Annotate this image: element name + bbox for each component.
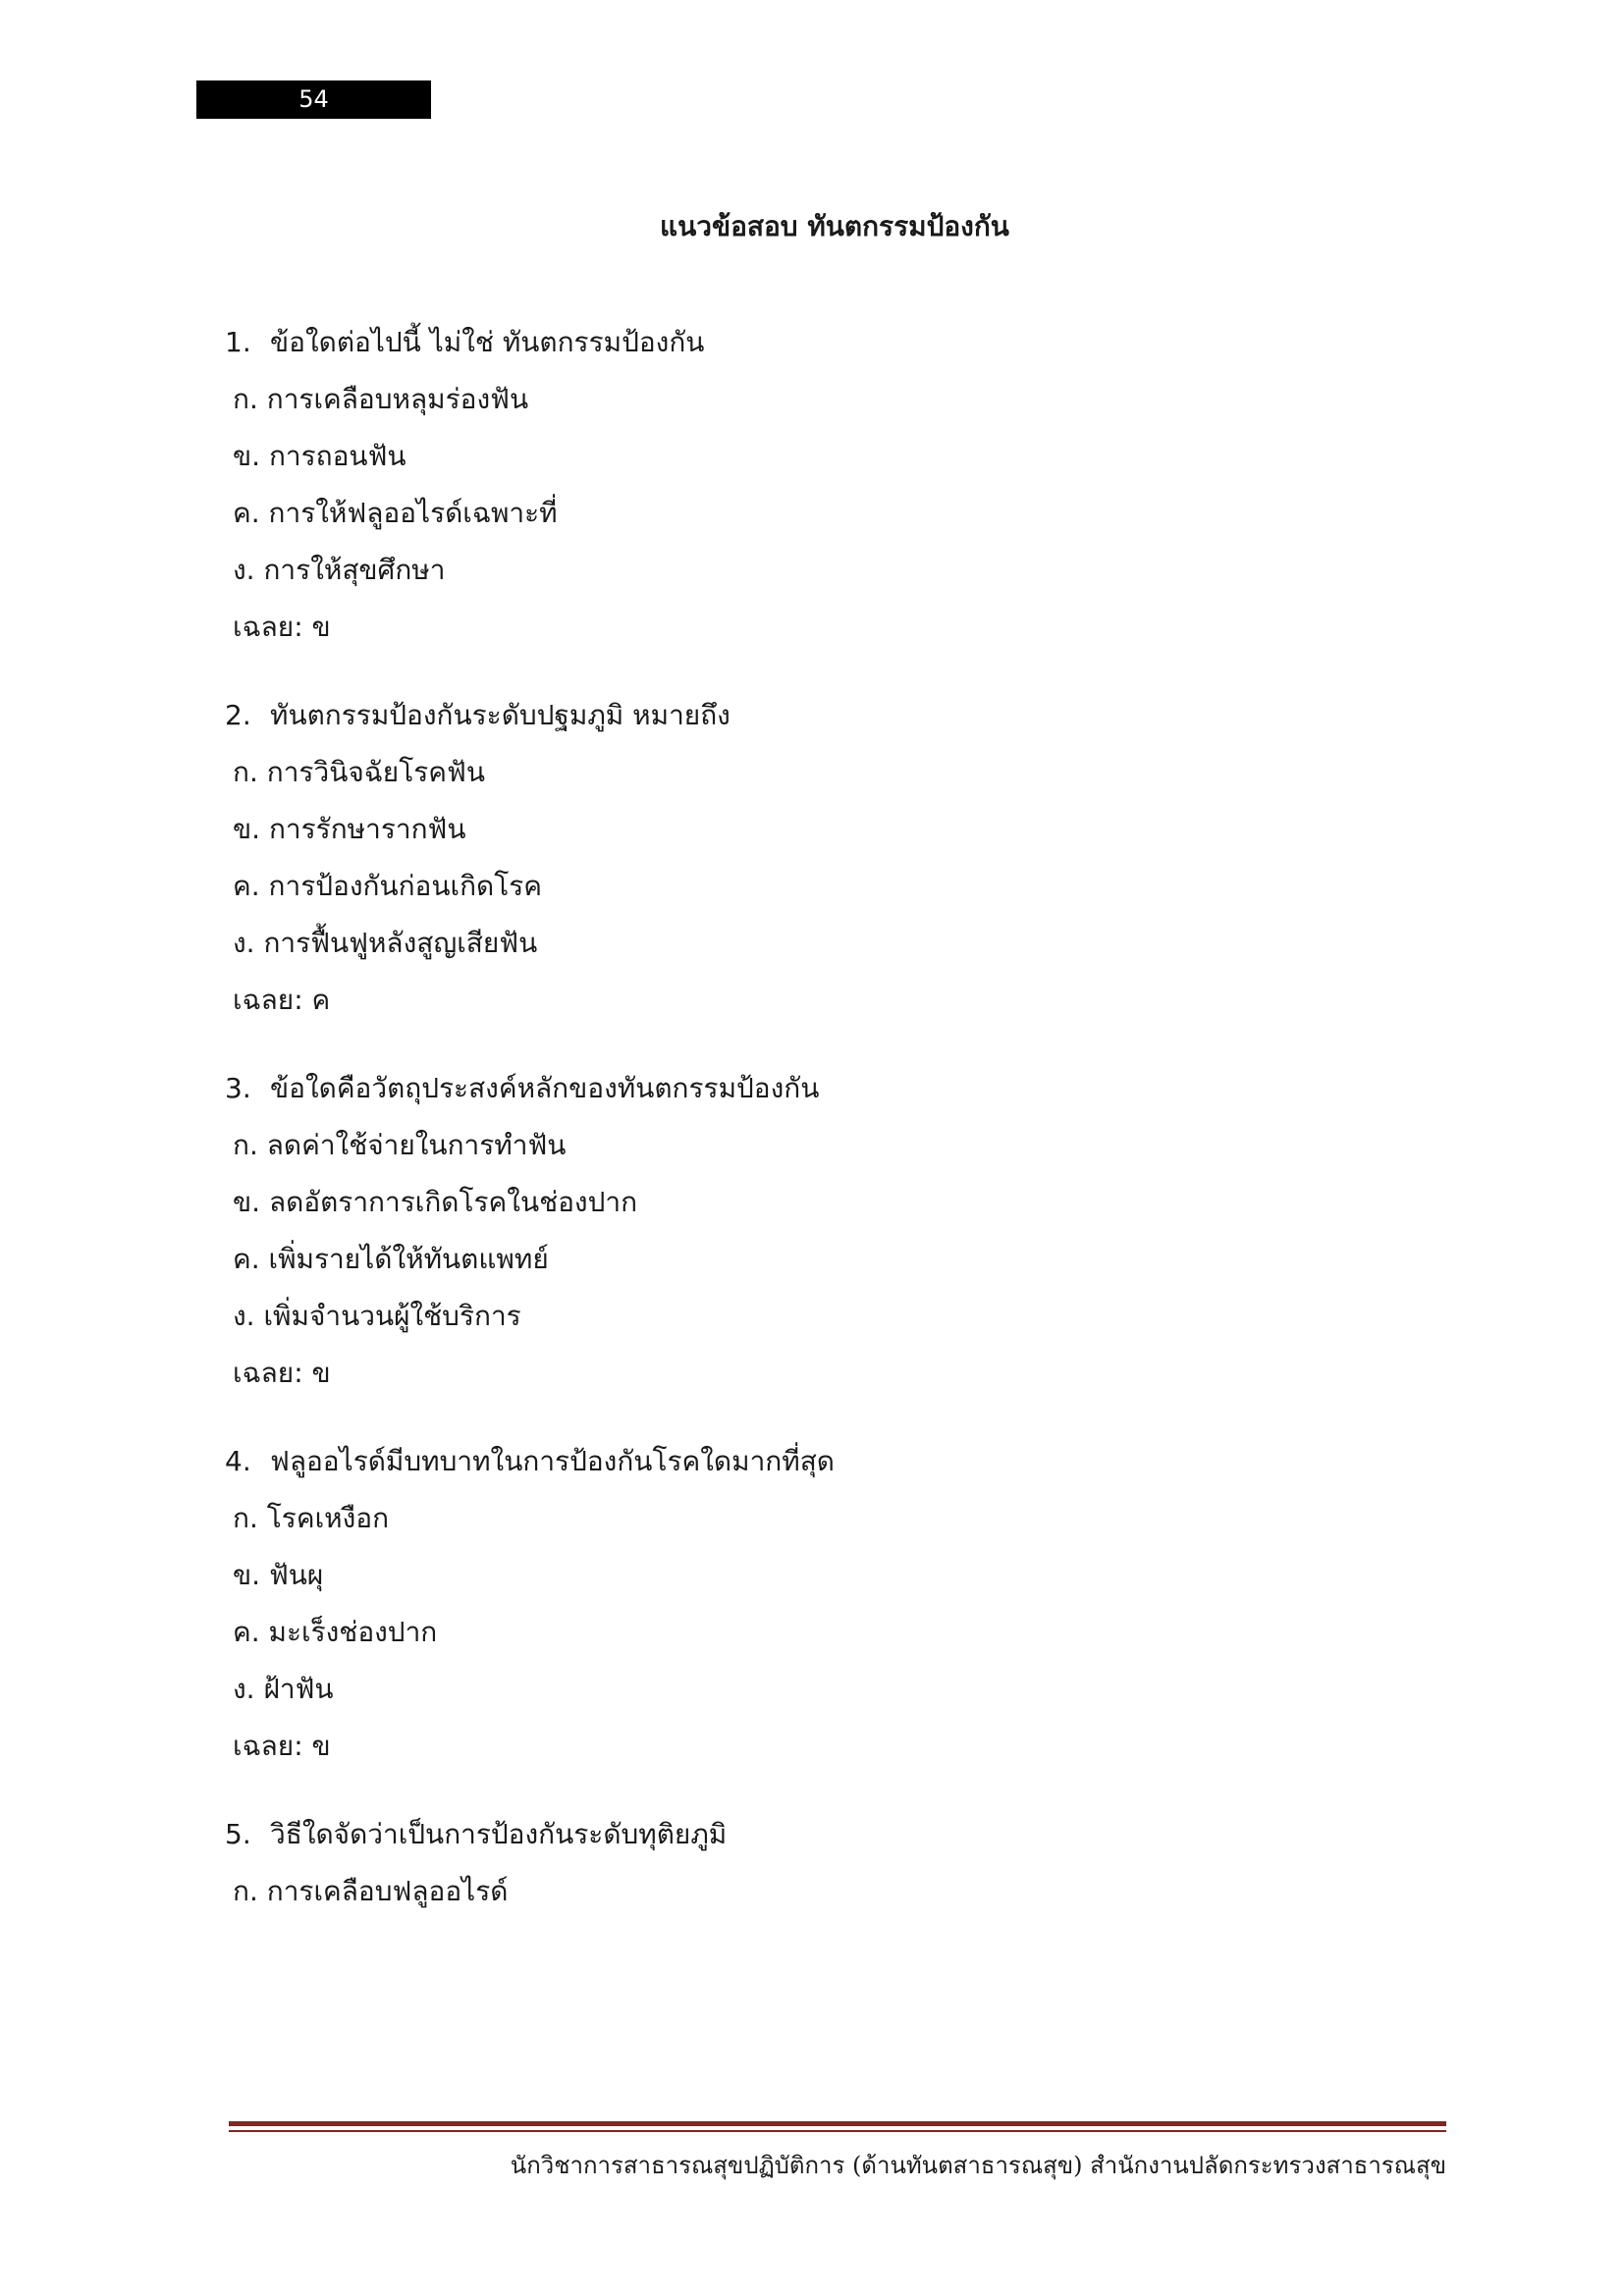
question-stem — [225, 1060, 1452, 1117]
question-number: 2. — [225, 699, 251, 731]
answer-key: เฉลย: ข — [233, 611, 331, 643]
option-d: ง. การฟื้นฟูหลังสูญเสียฟัน — [233, 927, 538, 959]
option-a: ก. การเคลือบหลุมร่องฟัน — [233, 383, 529, 415]
footer-caption: นักวิชาการสาธารณสุขปฏิบัติการ (ด้านทันตสาธารณสุข) สำนักงานปลัดกระทรวงสาธารณสุข — [510, 2152, 1446, 2179]
question-number: 4. — [225, 1445, 251, 1477]
question-number: 5. — [225, 1818, 251, 1850]
option-d: ง. ฝ้าฟัน — [233, 1673, 334, 1705]
option-a: ก. การเคลือบฟลูออไรด์ — [233, 1875, 509, 1907]
option-b: ข. การถอนฟัน — [233, 440, 406, 472]
option-c: ค. มะเร็งช่องปาก — [233, 1616, 438, 1648]
document-title: แนวข้อสอบ ทันตกรรมป้องกัน — [660, 210, 1009, 242]
footer-divider — [229, 2121, 1446, 2126]
question-text: ฟลูออไรด์มีบทบาทในการป้องกันโรคใดมากที่สุด — [270, 1445, 835, 1477]
option-d: ง. การให้สุขศึกษา — [233, 554, 446, 586]
question-number: 1. — [225, 326, 251, 358]
question-text: วิธีใดจัดว่าเป็นการป้องกันระดับทุติยภูมิ — [270, 1818, 728, 1850]
answer-key: เฉลย: ค — [233, 984, 331, 1016]
question-2 — [225, 687, 1452, 1029]
question-list — [225, 314, 1452, 1951]
question-text: ข้อใดต่อไปนี้ ไม่ใช่ ทันตกรรมป้องกัน — [270, 326, 705, 358]
footer-divider-thin — [229, 2130, 1446, 2132]
option-b: ข. ลดอัตราการเกิดโรคในช่องปาก — [233, 1186, 638, 1218]
option-a: ก. ลดค่าใช้จ่ายในการทำฟัน — [233, 1129, 567, 1161]
answer-key: เฉลย: ข — [233, 1357, 331, 1389]
option-b: ข. ฟันผุ — [233, 1559, 324, 1591]
option-d: ง. เพิ่มจำนวนผู้ใช้บริการ — [233, 1300, 521, 1332]
option-b: ข. การรักษารากฟัน — [233, 813, 466, 845]
question-stem — [225, 687, 1452, 744]
question-3 — [225, 1060, 1452, 1402]
answer-key: เฉลย: ข — [233, 1730, 331, 1762]
question-5 — [225, 1806, 1452, 1920]
option-c: ค. การป้องกันก่อนเกิดโรค — [233, 870, 543, 902]
question-stem — [225, 1433, 1452, 1490]
question-number: 3. — [225, 1072, 251, 1104]
question-1 — [225, 314, 1452, 656]
option-a: ก. โรคเหงือก — [233, 1502, 390, 1534]
question-text: ข้อใดคือวัตถุประสงค์หลักของทันตกรรมป้องกัน — [270, 1072, 820, 1104]
question-stem — [225, 1806, 1452, 1863]
option-c: ค. การให้ฟลูออไรด์เฉพาะที่ — [233, 497, 558, 529]
option-a: ก. การวินิจฉัยโรคฟัน — [233, 756, 485, 788]
question-4 — [225, 1433, 1452, 1775]
question-text: ทันตกรรมป้องกันระดับปฐมภูมิ หมายถึง — [270, 699, 731, 731]
page-number: 54 — [196, 80, 431, 119]
option-c: ค. เพิ่มรายได้ให้ทันตแพทย์ — [233, 1243, 549, 1275]
question-stem — [225, 314, 1452, 371]
